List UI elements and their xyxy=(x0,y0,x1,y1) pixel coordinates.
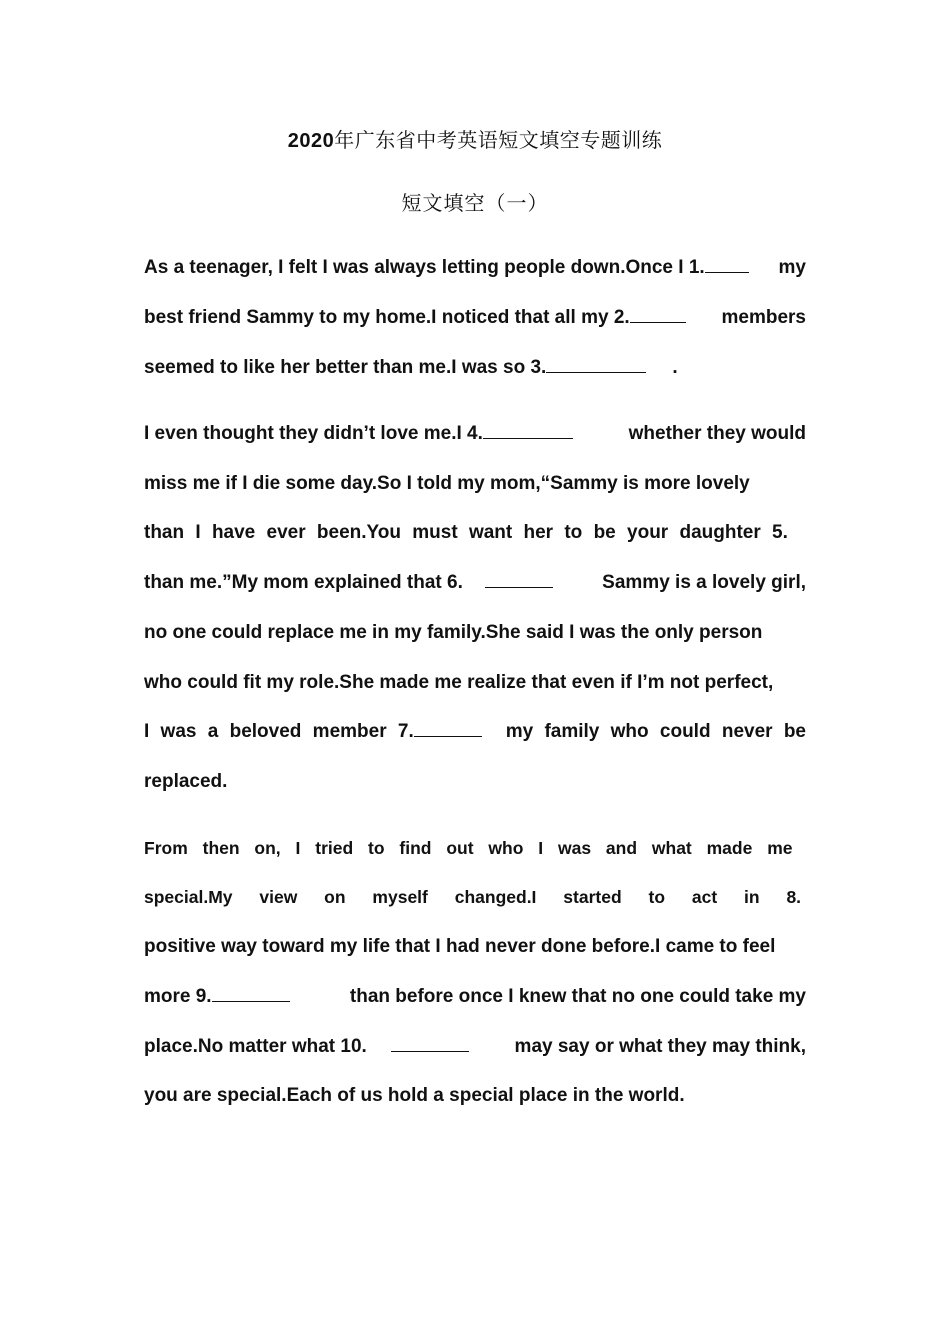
p2-line-8-text: replaced. xyxy=(144,771,228,792)
p2-line-5-text: no one could replace me in my family.She said I was the only person xyxy=(144,622,763,643)
p2-line-5 xyxy=(144,618,806,648)
p2-line-3-text: than I have ever been.You must want her to be your daughter 5. xyxy=(144,522,788,543)
blank-10[interactable] xyxy=(391,1033,469,1052)
p3-line-2-text: special.My view on myself changed.I started to act in 8. xyxy=(144,887,802,907)
p1-line-1-tail: my xyxy=(778,257,806,278)
p3-line-5-text: place.No matter what 10. xyxy=(144,1036,367,1057)
document-subtitle: 短文填空（一） xyxy=(401,191,549,215)
p3-line-1 xyxy=(144,833,806,863)
blank-9[interactable] xyxy=(212,983,290,1002)
p2-line-2 xyxy=(144,469,806,499)
p3-line-6-text: you are special.Each of us hold a special place in the world. xyxy=(144,1085,685,1106)
p2-line-4-tail: Sammy is a lovely girl, xyxy=(602,572,806,593)
p2-line-4-text: than me.”My mom explained that 6. xyxy=(144,572,463,593)
p1-line-3-tail: . xyxy=(672,357,678,378)
blank-7[interactable] xyxy=(414,718,482,737)
p2-line-7 xyxy=(144,717,806,747)
p2-line-7-text: I was a beloved member 7. xyxy=(144,721,414,742)
p2-line-3 xyxy=(144,518,806,548)
p2-line-2-text: miss me if I die some day.So I told my mom,“Sammy is more lovely xyxy=(144,473,750,494)
p3-line-5-tail: may say or what they may think, xyxy=(514,1036,806,1057)
p3-line-3 xyxy=(144,932,806,962)
title-text: 年广东省中考英语短文填空专题训练 xyxy=(334,128,663,152)
p1-line-2 xyxy=(144,303,806,333)
blank-1[interactable] xyxy=(705,254,749,273)
p2-line-1 xyxy=(144,419,806,449)
p2-line-6 xyxy=(144,668,806,698)
p2-line-7-tail: my family who could never be xyxy=(505,721,806,742)
p1-line-2-text: best friend Sammy to my home.I noticed that all my 2. xyxy=(144,307,630,328)
p1-line-3 xyxy=(144,353,806,383)
document-title xyxy=(0,124,950,153)
title-year: 2020 xyxy=(287,130,335,152)
p1-line-3-text: seemed to like her better than me.I was so 3. xyxy=(144,357,547,378)
p3-line-4 xyxy=(144,982,806,1012)
blank-4[interactable] xyxy=(483,420,573,439)
p2-line-1-text: I even thought they didn’t love me.I 4. xyxy=(144,423,483,444)
p2-line-6-text: who could fit my role.She made me realize that even if I’m not perfect, xyxy=(144,672,774,693)
blank-6[interactable] xyxy=(485,569,553,588)
p3-line-3-text: positive way toward my life that I had never done before.I came to feel xyxy=(144,936,776,957)
p3-line-6 xyxy=(144,1081,806,1111)
p3-line-5 xyxy=(144,1032,806,1062)
p3-line-4-text: more 9. xyxy=(144,986,212,1007)
p2-line-8 xyxy=(144,767,806,797)
p3-line-2 xyxy=(144,882,806,912)
p2-line-4 xyxy=(144,568,806,598)
p1-line-1 xyxy=(144,253,806,283)
p3-line-4-tail: than before once I knew that no one could take my xyxy=(349,986,806,1007)
p1-line-2-tail: members xyxy=(721,307,806,328)
blank-2[interactable] xyxy=(630,304,686,323)
blank-3[interactable] xyxy=(546,354,646,373)
p2-line-1-tail: whether they would xyxy=(628,423,806,444)
p3-line-1-text: From then on, I tried to find out who I was and what made me xyxy=(144,838,793,858)
p1-line-1-text: As a teenager, I felt I was always letting people down.Once I 1. xyxy=(144,257,705,278)
